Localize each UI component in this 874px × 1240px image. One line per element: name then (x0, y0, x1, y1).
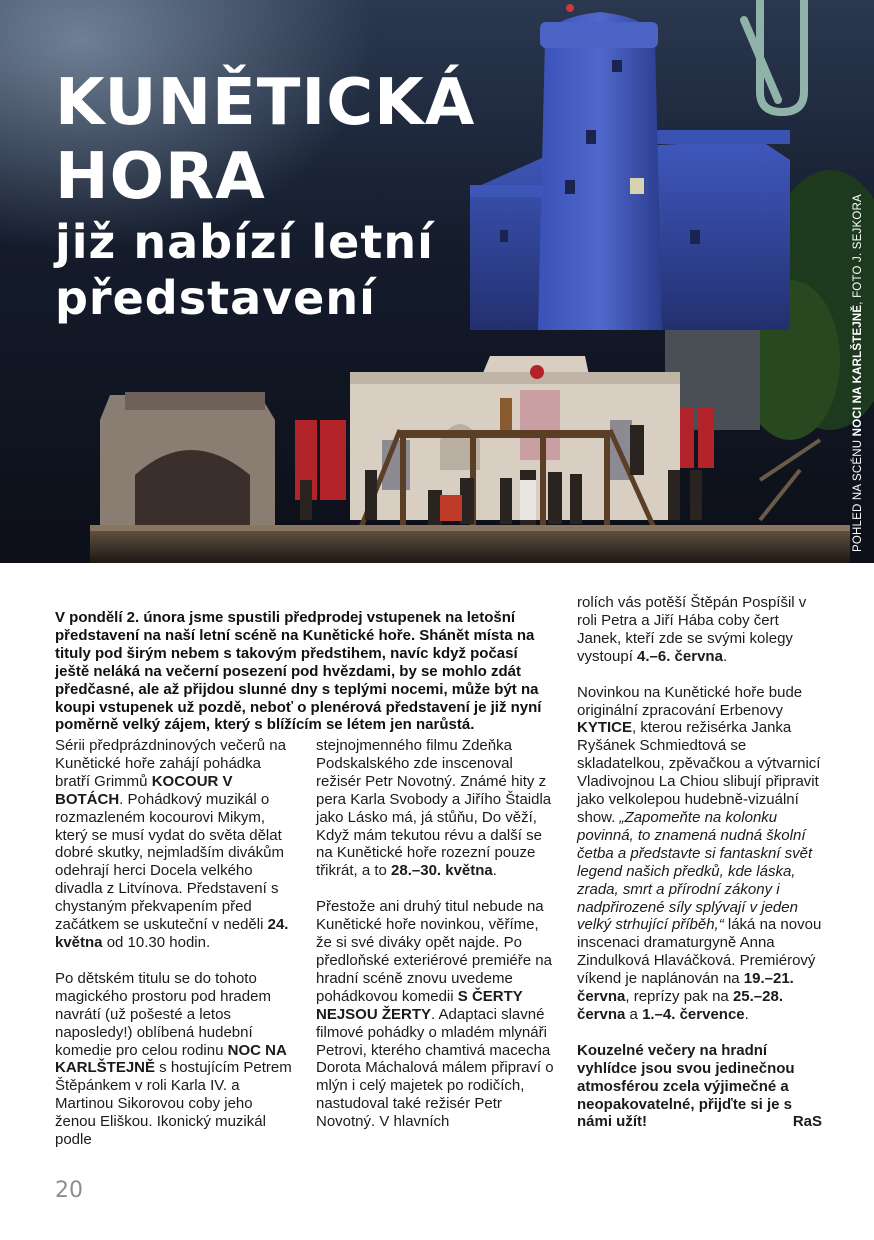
headline-line-2: HORA (55, 140, 266, 214)
headline-line-3: již nabízí letní (55, 215, 434, 269)
headline-line-4: představení (55, 271, 376, 325)
column-2 (316, 737, 556, 1131)
date-kytice-premiere: 19.–21. června (577, 970, 794, 1006)
column-3 (577, 594, 822, 1131)
closing-paragraph (577, 1042, 822, 1132)
photo-credit-title: NOCI NA KARLŠTEJNĚ (852, 304, 864, 437)
date-kytice-cervenec: 1.–4. července (642, 1005, 745, 1023)
headline (55, 66, 475, 326)
date-noc-na-karlstejne: 28.–30. května (391, 862, 493, 880)
hero-photo (0, 0, 874, 563)
date-kytice-reprizy: 25.–28. června (577, 988, 783, 1023)
headline-line-1: KUNĚTICKÁ (55, 66, 476, 140)
paragraph-s-certy: Přestože ani druhý titul nebude na Kunětické hoře novinkou, věříme, že si své diváky opět najde. Po předloňské exteriérové premiéře na hradní scéně znovu uvedeme pohádkovou komedii S ČERTY NEJSOU ŽERTY. Adaptaci slavné filmové pohádky o mladém mlynáři Petrovi, kterého chamtivá macecha Dorota Máchalová málem připraví o mlýn i celý majetek po rodičích, nastudoval také režisér Petr Novotný. V hlavních (316, 898, 554, 1131)
paragraph-noc-na-karlstejne: Po dětském titulu se do tohoto magického prostoru pod hradem navrátí (už pošesté a letos naposledy!) oblíbená hudební komedie pro celou rodinu NOC NA KARLŠTEJNĚ s hostujícím Petrem Štěpánkem v roli Karla IV. a Martinou Sikorovou coby jeho ženou Eliškou. Ikonický muzikál podle (55, 969, 292, 1149)
closing-text: Kouzelné večery na hradní vyhlídce jsou svou jedinečnou atmosférou zcela výjimečné a neopakovatelné, přijďte si je s námi užít! (577, 1041, 795, 1131)
photo-credit-suffix: , FOTO J. SEJKORA (852, 194, 864, 305)
title-noc-na-karlstejne: NOC NA KARLŠTEJNĚ (55, 1041, 287, 1077)
paragraph-kytice: Novinkou na Kunětické hoře bude originální zpracování Erbenovy KYTICE, kterou režisérka Janka Ryšánek Schmiedtová se skladatelkou, zpěvačkou a výtvarnicí Vladivojnou La Chiou slibují připravit jako velkolepou hudebně-vizuální show. „Zapomeňte na kolonku povinná, to znamená nudná školní četba a představte si fantaskní svět legend našich předků, kde láska, zrada, smrt a přírodní zákony i nadpřirozené síly splývají v jeden velký strhující příběh,“ láká na novou inscenaci dramaturgyně Anna Zindulková Hlaváčková. Premiérový víkend je naplánován na 19.–21. června, reprízy pak na 25.–28. června a 1.–4. července. (577, 683, 822, 1023)
author-signature: RaS (792, 1113, 822, 1131)
date-kocour: 24. května (55, 916, 289, 951)
quote-kytice: „Zapomeňte na kolonku povinná, to znamená nudná školní četba a představte si fantaskní svět legend našich předků, kde láska, zrada, smrt a přírodní zákony i nadpřirozené síly splývají v jeden velký strhující příběh,“ (577, 808, 813, 934)
paragraph-film-hity: stejnojmenného filmu Zdeňka Podskalského zde inscenoval režisér Petr Novotný. Známé hity z pera Karla Svobody a Jiřího Štaidla jako Lásko má, já stůňu, Do věží, Když mám tekutou révu a další se na Kunětické hoře rozezní pouze třikrát, a to 28.–30. května. (316, 737, 552, 880)
page-number: 20 (55, 1178, 83, 1203)
title-kocour-v-botach: KOCOUR V BOTÁCH (55, 772, 233, 808)
paper-clip-icon (760, 0, 804, 112)
lead-paragraph: V pondělí 2. února jsme spustili předprodej vstupenek na letošní představení na naší letní scéně na Kunětické hoře. Shánět místa na tituly pod širým nebem s takovým předstihem, navíc když počasí ještě neláká na večerní posezení pod hvězdami, by se mohlo zdát předčasné, ale až přijdou slunné dny s teplými nocemi, může být na koupi vstupenek už pozdě, neboť o plenérová představení je již nyní poměrně velký zájem, který s blížícím se létem jen narůstá. (55, 609, 542, 734)
castle-tower (538, 12, 662, 330)
title-kytice: KYTICE (577, 719, 633, 737)
photo-credit-prefix: POHLED NA SCÉNU (852, 436, 864, 552)
column-1 (55, 737, 295, 1149)
photo-credit (852, 194, 864, 552)
title-s-certy-nejsou-zerty: S ČERTY NEJSOU ŽERTY (316, 987, 523, 1023)
paragraph-kocour: Sérii předprázdninových večerů na Kunětické hoře zahájí pohádka bratří Grimmů KOCOUR V BOTÁCH. Pohádkový muzikál o rozmazleném kocourovi Mikym, který se musí vydat do světa dělat dobré skutky, nejmladším divákům odehrají herci Docela velkého divadla z Litvínova. Představení s chystaným překvapením před začátkem se uskuteční v neděli 24. května od 10.30 hodin. (55, 737, 289, 951)
paragraph-hlavni-role: rolích vás potěší Štěpán Pospíšil v roli Petra a Jiří Hába coby čert Janek, kteří zde se svými kolegy vystoupí 4.–6. června. (577, 594, 807, 665)
date-s-certy: 4.–6. června (637, 647, 723, 665)
